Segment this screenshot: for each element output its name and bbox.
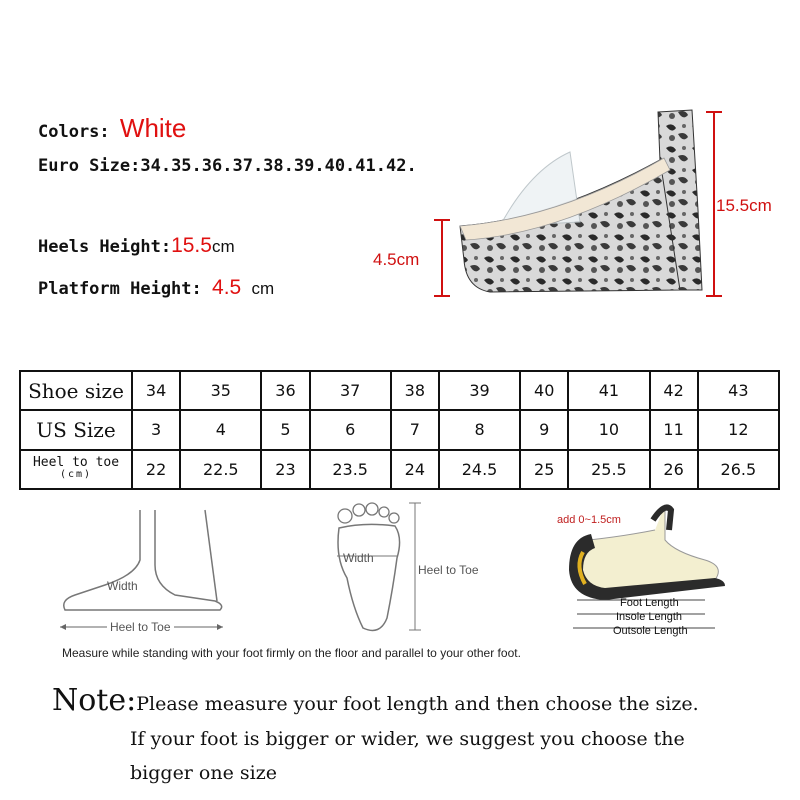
platform-value: 4.5 xyxy=(212,276,242,299)
table-cell: 22.5 xyxy=(180,450,261,489)
foot-length-label: Foot Length xyxy=(620,597,679,609)
row-header: Shoe size xyxy=(20,371,132,410)
table-cell: 26 xyxy=(650,450,698,489)
table-cell: 25 xyxy=(520,450,568,489)
table-cell: 7 xyxy=(391,410,439,449)
table-cell: 40 xyxy=(520,371,568,410)
spec-platform-height xyxy=(38,276,274,300)
heel-unit: cm xyxy=(211,237,235,256)
add-allowance-label: add 0~1.5cm xyxy=(557,514,621,526)
spec-heel-height xyxy=(38,234,235,258)
table-cell: 22 xyxy=(132,450,180,489)
table-cell: 3 xyxy=(132,410,180,449)
table-cell: 23.5 xyxy=(310,450,391,489)
sole-heel-to-toe-label: Heel to Toe xyxy=(418,563,479,577)
note-line-2: If your foot is bigger or wider, we suggest you choose the xyxy=(130,728,685,750)
heel-label: Heels Height: xyxy=(38,237,172,257)
note-line-3: bigger one size xyxy=(130,762,277,784)
table-cell: 37 xyxy=(310,371,391,410)
row-header: US Size xyxy=(20,410,132,449)
table-cell: 23 xyxy=(261,450,309,489)
outsole-length-label: Outsole Length xyxy=(613,625,688,637)
table-cell: 38 xyxy=(391,371,439,410)
row-header xyxy=(20,450,132,489)
table-cell: 26.5 xyxy=(698,450,779,489)
platform-unit: cm xyxy=(251,279,275,298)
table-cell: 8 xyxy=(439,410,520,449)
row-header-unit: (cm) xyxy=(59,469,93,481)
total-height-label: 15.5cm xyxy=(716,196,772,215)
table-cell: 42 xyxy=(650,371,698,410)
table-cell: 12 xyxy=(698,410,779,449)
table-cell: 39 xyxy=(439,371,520,410)
euro-label: Euro Size: xyxy=(38,156,141,176)
table-cell: 10 xyxy=(568,410,649,449)
euro-value: 34.35.36.37.38.39.40.41.42. xyxy=(140,156,417,176)
platform-label: Platform Height: xyxy=(38,279,202,299)
side-heel-to-toe-label: Heel to Toe xyxy=(107,620,174,634)
table-cell: 34 xyxy=(132,371,180,410)
row-header-label: Heel to toe xyxy=(32,455,120,471)
insole-length-label: Insole Length xyxy=(616,611,683,623)
colors-value: White xyxy=(119,113,187,143)
spec-euro-size xyxy=(38,156,417,176)
table-cell: 36 xyxy=(261,371,309,410)
note-word: Note: xyxy=(52,683,137,718)
measure-instruction: Measure while standing with your foot firmly on the floor and parallel to your other foot. xyxy=(62,646,521,660)
table-cell: 5 xyxy=(261,410,309,449)
table-cell: 24.5 xyxy=(439,450,520,489)
table-cell: 11 xyxy=(650,410,698,449)
table-cell: 25.5 xyxy=(568,450,649,489)
table-cell: 41 xyxy=(568,371,649,410)
side-width-label: Width xyxy=(107,579,138,593)
colors-label: Colors: xyxy=(38,122,110,142)
dimension-lines xyxy=(430,100,730,310)
heel-value: 15.5 xyxy=(171,234,212,257)
platform-height-label: 4.5cm xyxy=(373,250,420,269)
spec-colors xyxy=(38,113,186,144)
table-cell: 4 xyxy=(180,410,261,449)
table-cell: 43 xyxy=(698,371,779,410)
table-row-us-size xyxy=(20,410,779,449)
note-line-1: Please measure your foot length and then choose the size. xyxy=(136,693,699,715)
size-chart-table xyxy=(19,370,780,490)
table-cell: 24 xyxy=(391,450,439,489)
table-row-shoe-size xyxy=(20,371,779,410)
foot-sole-diagram xyxy=(325,498,425,638)
table-row-heel-to-toe xyxy=(20,450,779,489)
table-cell: 9 xyxy=(520,410,568,449)
note-block xyxy=(52,683,699,718)
sole-width-label: Width xyxy=(343,551,374,565)
table-cell: 6 xyxy=(310,410,391,449)
table-cell: 35 xyxy=(180,371,261,410)
